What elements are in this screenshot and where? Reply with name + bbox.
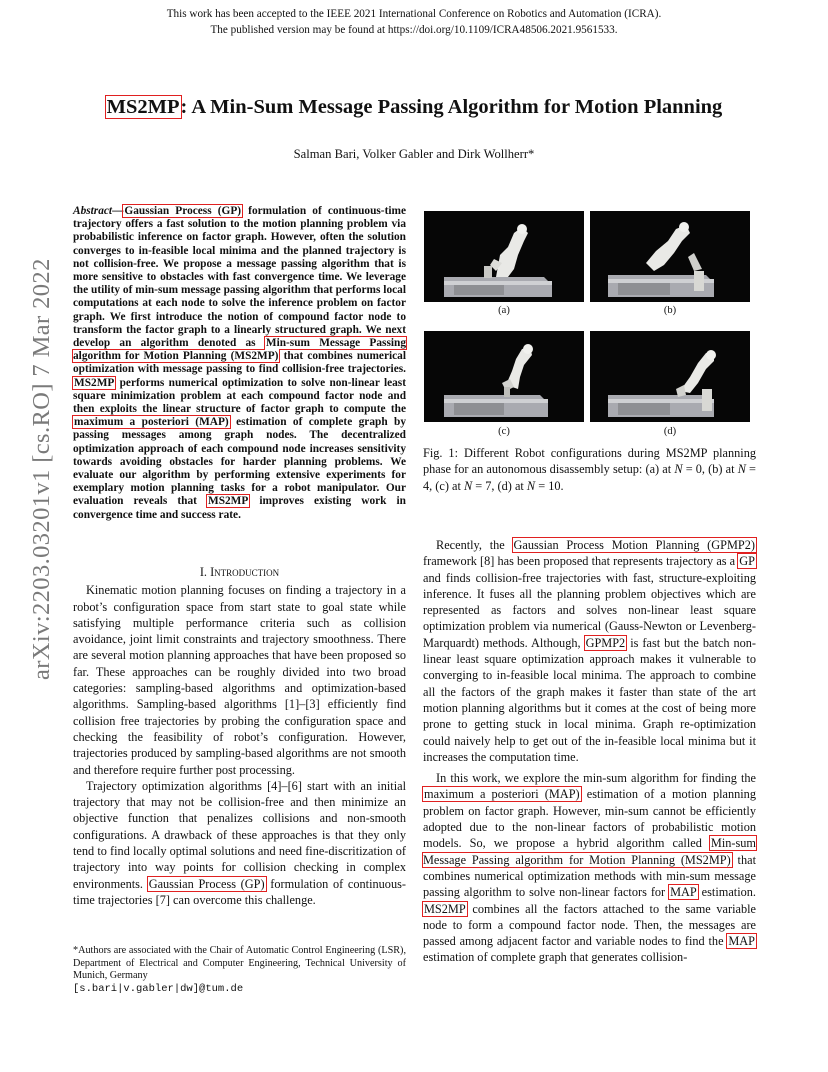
- publication-notice: [0, 6, 828, 38]
- ms2mp-full-link[interactable]: Min-sum Message Passing algorithm for Motion Planning (MS2MP): [423, 836, 756, 867]
- gp-link[interactable]: GP: [739, 554, 755, 569]
- author-footnote: [73, 944, 406, 995]
- abstract-gp-link[interactable]: Gaussian Process (GP): [124, 205, 242, 217]
- figure-panel-c: [424, 331, 584, 422]
- abstract-ms2mp-link-b[interactable]: MS2MP: [207, 495, 249, 508]
- introduction-section: [73, 562, 406, 908]
- figure-label-d: (d): [663, 426, 677, 437]
- right-paragraph-1: [423, 537, 756, 765]
- intro-paragraph-2: [73, 778, 406, 908]
- right-paragraph-2: [423, 770, 756, 966]
- intro-p2-text-b: formulation of continuous-time trajectories [7] can overcome this challenge.: [73, 876, 406, 907]
- r2-text-a: In this work, we explore the min-sum algorithm for finding the: [436, 771, 756, 786]
- caption-text-d: = 7, (d) at: [472, 478, 527, 493]
- robot-arm-image-c: [424, 331, 584, 422]
- figure-panel-a: [424, 211, 584, 302]
- caption-math-n-a: N: [674, 462, 683, 477]
- author-list: Salman Bari, Volker Gabler and Dirk Wollherr*: [293, 147, 535, 161]
- gpmp2-short-link[interactable]: GPMP2: [585, 635, 626, 650]
- footnote-email: [s.bari|v.gabler|dw]@tum.de: [73, 982, 244, 995]
- abstract-text-3: performs numerical optimization to solve non-linear least square minimization problem at each compound factor node and then exploits the linear structure of factor graph to compute the: [73, 376, 406, 416]
- r2-text-b: estimation of a motion planning problem on factor graph. However, min-sum cannot be efficiently adopted due to the non-linear factors of probabilistic motion models. So, we propose a hybrid algorithm called: [423, 787, 756, 851]
- figure-label-b: (b): [663, 305, 677, 316]
- notice-line-1: This work has been accepted to the IEEE 2021 International Conference on Robotics and Automation (ICRA).: [166, 8, 662, 20]
- r1-text-b: framework [8] has been proposed that represents trajectory as a: [423, 554, 739, 569]
- r2-text-d: estimation.: [697, 885, 756, 900]
- figure-panel-d: [590, 331, 750, 422]
- map-link[interactable]: maximum a posteriori (MAP): [424, 787, 580, 802]
- map-link-b[interactable]: MAP: [728, 934, 755, 949]
- footnote-text: *Authors are associated with the Chair of Automatic Control Engineering (LSR), Department of Electrical and Computer Engineering, Technical University of Munich, Germany: [73, 945, 406, 981]
- abstract-label: Abstract: [73, 205, 113, 217]
- abstract-map-link[interactable]: maximum a posteriori (MAP): [74, 416, 229, 429]
- title-acronym-link[interactable]: MS2MP: [106, 96, 180, 118]
- r2-text-c: that combines numerical optimization methods with min-sum message passing algorithm to solve non-linear factors for: [423, 852, 756, 900]
- robot-arm-image-b: [590, 211, 750, 302]
- intro-p2-text-a: Trajectory optimization algorithms [4]–[6] start with an initial trajectory that may not be collision-free and then minimize an objective function that penalizes collisions and non-smooth configurations. A drawback of these approaches is that they only tend to find locally optimal solutions and need fine-discritization of trajectory into way points for collision checking in complex environments.: [73, 778, 406, 891]
- robot-arm-image-d: [590, 331, 750, 422]
- abstract-text-1: formulation of continuous-time trajectory offers a fast solution to the motion planning problem via probabilistic inference on factor graph. However, often the solution converges to in-feasible local minima and the planned trajectory is not collision-free. We propose a message passing algorithm that is more sensitive to obstacles with fast convergence time. We leverage the utility of min-sum message passing algorithm that performs local computations at each node to solve the inference problem on factor graph. We first introduce the notion of compound factor node to transform the factor graph to a linearly structured graph. We next develop an algorithm denoted as: [73, 205, 406, 350]
- abstract-text-2: that combines numerical optimization with message passing to find collision-free trajectories.: [73, 350, 406, 376]
- abstract-text-4: estimation of complete graph by passing messages among graph nodes. The decentralized optimization approach of each compound node increases sensitivity towards avoiding obstacles for harder planning problems. We evaluate our algorithm by performing extensive experiments for exemplary motion planning tasks for a robot manipulator. Our evaluation reveals that: [73, 416, 407, 508]
- caption-math-n-b: N: [737, 462, 746, 477]
- ms2mp-link[interactable]: MS2MP: [424, 901, 466, 916]
- r1-text-a: Recently, the: [436, 538, 513, 552]
- figure-label-a: (a): [498, 305, 510, 316]
- r2-text-f: estimation of complete graph that generates collision-: [423, 950, 688, 965]
- figure-label-c: (c): [498, 426, 510, 437]
- r2-text-e: combines all the factors attached to the same variable node to form a compound factor node. Then, the messages are passed among adjacent factor and variable nodes to find the: [423, 901, 756, 949]
- right-column-body: [423, 537, 756, 966]
- caption-text-e: = 10.: [535, 478, 564, 493]
- robot-arm-image-a: [424, 211, 584, 302]
- caption-text-c: = 4, (c) at: [423, 462, 756, 493]
- abstract-dash: —: [112, 205, 124, 217]
- figure-panel-b: [590, 211, 750, 302]
- title-text: : A Min-Sum Message Passing Algorithm for Motion Planning: [180, 96, 723, 118]
- abstract-text-5: improves existing work in convergence time and success rate.: [73, 495, 406, 521]
- caption-math-n-c: N: [463, 478, 473, 493]
- intro-gp-link[interactable]: Gaussian Process (GP): [148, 876, 265, 891]
- caption-math-n-d: N: [526, 478, 536, 493]
- figure-caption: [423, 445, 756, 494]
- r1-text-d: is fast but the batch non-linear least square optimization approach makes it vulnerable to converging to in-feasible local minima. The approach to combine all the factors of the graph makes it faster than state of the art motion planning algorithms but it comes at the cost of being more prone to getting stuck in local minima. Graph re-optimization could naively help to get out of the in-feasible local minima but it increases the computation time.: [423, 635, 756, 764]
- abstract-ms2mp-link-a[interactable]: MS2MP: [74, 376, 115, 389]
- caption-text-a: Fig. 1: Different Robot configurations during MS2MP planning phase for an autonomous disassembly setup: (a) at: [423, 446, 756, 477]
- r1-text-c: and finds collision-free trajectories with fast, structure-exploiting inference. It fuses all the planning problem objectives which are represented as factors and solves non-linear least square optimization problem via numerical (Gauss-Newton or Levenberg-Marquardt) methods. Although,: [423, 570, 756, 650]
- intro-paragraph-1: Kinematic motion planning focuses on finding a trajectory in a robot’s configuration space from start state to goal state while satisfying multiple performance criteria such as collision avoidance, joint limit constraints and trajectory smoothness. There are several motion planning approaches that have been proposed so far. These approaches can be roughly divided into two broad categories: sampling-based algorithms and optimization-based algorithms. Sampling-based algorithms [1]–[3] efficiently find collision free trajectories by probing the configuration space and checking the feasibility of robot’s configuration. However, trajectories produced by sampling-based algorithms are not smooth and therefore require further post processing.: [73, 583, 406, 777]
- map-link-a[interactable]: MAP: [670, 885, 697, 900]
- abstract-ms2mp-full-link[interactable]: Min-sum Message Passing algorithm for Motion Planning (MS2MP): [73, 337, 406, 363]
- notice-line-2: The published version may be found at https://doi.org/10.1109/ICRA48506.2021.9561533.: [210, 24, 618, 36]
- gpmp2-link[interactable]: Gaussian Process Motion Planning (GPMP2): [513, 538, 755, 552]
- abstract: [73, 205, 406, 522]
- arxiv-sidebar-stamp: arXiv:2203.03201v1 [cs.RO] 7 Mar 2022: [28, 258, 55, 680]
- caption-text-b: = 0, (b) at: [682, 462, 738, 477]
- section-heading-introduction: I. Introduction: [199, 565, 280, 579]
- paper-title: [0, 96, 828, 119]
